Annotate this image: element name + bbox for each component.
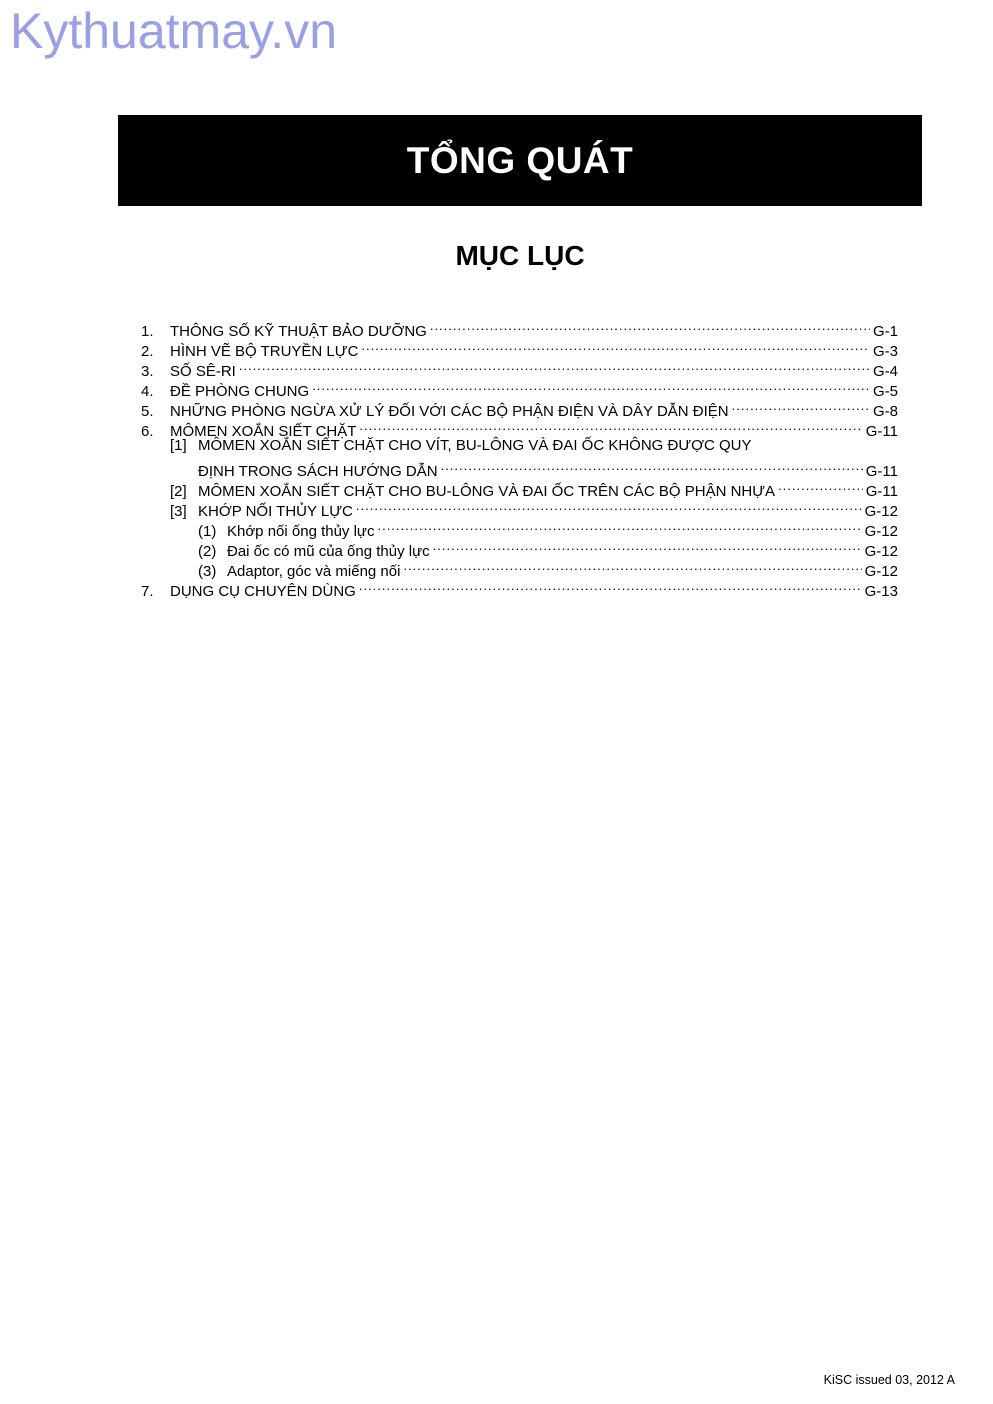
toc-entry-6-1-line1[interactable] (141, 436, 898, 456)
toc-entry-title: ĐỀ PHÒNG CHUNG (170, 383, 310, 400)
toc-entry-title: HÌNH VẼ BỘ TRUYỀN LỰC (170, 343, 359, 360)
toc-entry-4[interactable] (141, 376, 898, 400)
toc-entry-page: G-13 (864, 583, 898, 600)
toc-entry-page: G-12 (864, 523, 898, 540)
toc-entry-page: G-11 (865, 463, 898, 480)
toc-entry-number: 7. (141, 583, 154, 600)
toc-entry-title: THÔNG SỐ KỸ THUẬT BẢO DƯỠNG (170, 323, 427, 340)
toc-entry-title: SỐ SÊ-RI (170, 363, 236, 380)
toc-entry-page: G-12 (864, 543, 898, 560)
toc-entry-6-1-line2[interactable] (141, 456, 898, 480)
toc-entry-page: G-12 (864, 503, 898, 520)
toc-entry-title: Đai ốc có mũ của ống thủy lực (227, 543, 430, 560)
dot-leader (377, 516, 861, 536)
toc-entry-number: (3) (198, 563, 217, 580)
toc-entry-page: G-5 (872, 383, 898, 400)
table-of-contents (141, 316, 898, 600)
toc-entry-title: NHỮNG PHÒNG NGỪA XỬ LÝ ĐỐI VỚI CÁC BỘ PHẬN ĐIỆN VÀ DÂY DẪN ĐIỆN (170, 403, 729, 420)
toc-entry-title: MÔMEN XOẮN SIẾT CHẶT CHO BU-LÔNG VÀ ĐAI ỐC TRÊN CÁC BỘ PHẬN NHỰA (198, 483, 776, 500)
toc-entry-page: G-12 (864, 563, 898, 580)
toc-entry-number: [2] (170, 483, 187, 500)
toc-entry-number: 3. (141, 363, 154, 380)
toc-entry-number: 4. (141, 383, 154, 400)
toc-entry-number: 2. (141, 343, 154, 360)
toc-entry-title: MÔMEN XOẮN SIẾT CHẶT CHO VÍT, BU-LÔNG VÀ ĐAI ỐC KHÔNG ĐƯỢC QUY (198, 437, 752, 454)
section-banner (118, 115, 922, 206)
toc-entry-title: KHỚP NỐI THỦY LỰC (198, 503, 353, 520)
toc-entry-page: G-11 (865, 423, 898, 440)
dot-leader (778, 476, 863, 496)
dot-leader (239, 356, 870, 376)
toc-entry-number: 6. (141, 423, 154, 440)
toc-entry-number: [3] (170, 503, 187, 520)
watermark-logo: Kythuatmay.vn (10, 3, 338, 59)
toc-entry-title: ĐỊNH TRONG SÁCH HƯỚNG DẪN (198, 463, 438, 480)
toc-entry-number: 1. (141, 323, 154, 340)
toc-entry-number: (2) (198, 543, 217, 560)
toc-entry-3[interactable] (141, 356, 898, 380)
dot-leader (361, 336, 870, 356)
toc-entry-number: [1] (170, 437, 187, 454)
dot-leader (433, 536, 862, 556)
section-title: TỔNG QUÁT (406, 139, 634, 181)
toc-entry-page: G-4 (872, 363, 898, 380)
toc-entry-number: (1) (198, 523, 217, 540)
dot-leader (356, 496, 862, 516)
toc-entry-title: DỤNG CỤ CHUYÊN DÙNG (170, 583, 356, 600)
dot-leader (359, 416, 862, 436)
toc-entry-page: G-3 (872, 343, 898, 360)
footer-issue-note: KiSC issued 03, 2012 A (823, 1373, 955, 1387)
dot-leader (312, 376, 870, 396)
toc-entry-page: G-8 (872, 403, 898, 420)
dot-leader (403, 556, 861, 576)
toc-entry-page: G-11 (865, 483, 898, 500)
dot-leader (441, 456, 863, 476)
toc-heading: MỤC LỤC (455, 240, 585, 271)
toc-entry-page: G-1 (872, 323, 898, 340)
toc-entry-title: Khớp nối ống thủy lực (227, 523, 375, 540)
toc-entry-title: Adaptor, góc và miếng nối (227, 563, 401, 580)
toc-entry-title: MÔMEN XOẮN SIẾT CHẶT (170, 423, 357, 440)
dot-leader (732, 396, 870, 416)
toc-entry-1[interactable] (141, 316, 898, 340)
toc-entry-number: 5. (141, 403, 154, 420)
dot-leader (430, 316, 870, 336)
dot-leader (359, 576, 862, 596)
